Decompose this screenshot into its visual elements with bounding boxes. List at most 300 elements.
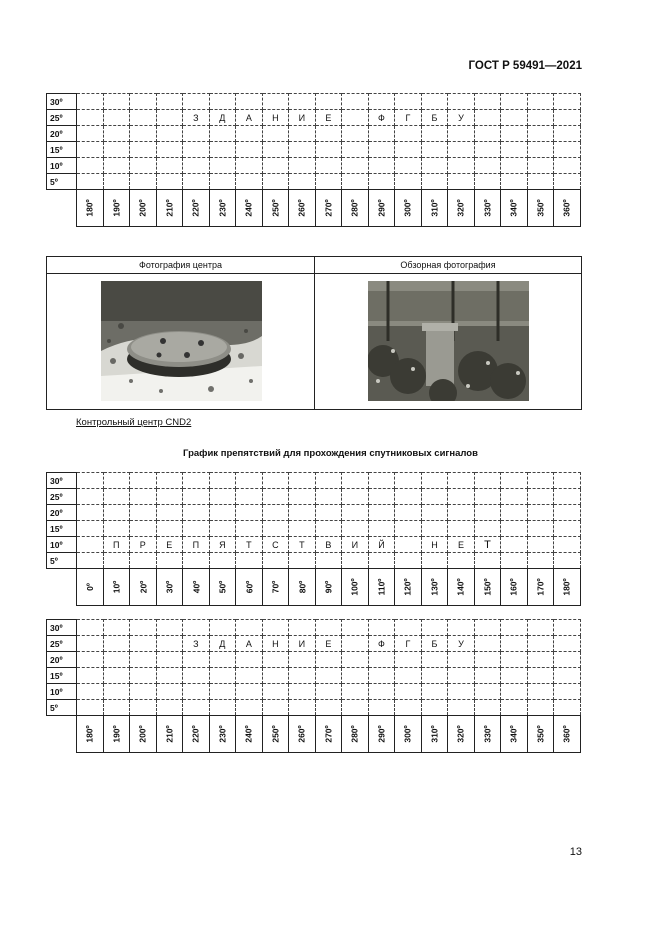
grid-cell	[156, 505, 183, 521]
azimuth-cell	[236, 190, 263, 227]
axis-corner	[47, 569, 77, 606]
grid-cell	[474, 110, 501, 126]
grid-cell	[501, 668, 528, 684]
azimuth-cell	[474, 716, 501, 753]
obstacle-letter: Т	[246, 539, 252, 550]
azimuth-cell	[209, 569, 236, 606]
grid-cell	[236, 142, 263, 158]
grid-cell	[421, 521, 448, 537]
azimuth-cell	[156, 716, 183, 753]
grid-cell	[342, 473, 369, 489]
grid-cell	[315, 521, 342, 537]
grid-cell	[342, 700, 369, 716]
azimuth-cell	[342, 569, 369, 606]
azimuth-cell	[501, 190, 528, 227]
grid-cell	[262, 94, 289, 110]
azimuth-cell	[209, 190, 236, 227]
elevation-label: 15º	[47, 142, 77, 158]
grid-cell	[156, 620, 183, 636]
obstacle-letter: Т	[299, 539, 305, 550]
grid-cell	[183, 620, 210, 636]
grid-cell	[289, 521, 316, 537]
grid-cell	[209, 553, 236, 569]
elevation-row	[47, 620, 581, 636]
grid-cell	[501, 489, 528, 505]
grid-cell	[527, 473, 554, 489]
elevation-row	[47, 505, 581, 521]
grid-cell	[368, 126, 395, 142]
grid-cell	[209, 668, 236, 684]
grid-cell	[527, 521, 554, 537]
grid-cell	[103, 489, 130, 505]
azimuth-cell	[501, 569, 528, 606]
grid-cell	[421, 684, 448, 700]
grid-cell	[262, 174, 289, 190]
grid-cell	[421, 700, 448, 716]
grid-cell	[474, 668, 501, 684]
grid-cell	[130, 473, 157, 489]
grid-cell	[368, 636, 395, 652]
azimuth-label: 350º	[535, 725, 546, 743]
grid-cell	[156, 521, 183, 537]
obstacle-letter: Д	[219, 112, 226, 123]
azimuth-label: 230º	[217, 199, 228, 217]
grid-cell	[342, 505, 369, 521]
grid-cell	[342, 94, 369, 110]
grid-cell	[474, 473, 501, 489]
elevation-row	[47, 126, 581, 142]
azimuth-label: 210º	[164, 725, 175, 743]
azimuth-label: 50º	[217, 580, 228, 594]
elevation-row	[47, 142, 581, 158]
grid-cell	[130, 684, 157, 700]
elevation-row	[47, 174, 581, 190]
grid-cell	[474, 652, 501, 668]
grid-cell	[130, 142, 157, 158]
grid-cell	[554, 700, 581, 716]
grid-cell	[395, 110, 422, 126]
grid-cell	[421, 110, 448, 126]
grid-cell	[315, 142, 342, 158]
grid-cell	[209, 652, 236, 668]
grid-cell	[183, 652, 210, 668]
grid-cell	[183, 537, 210, 553]
azimuth-cell	[421, 190, 448, 227]
grid-cell	[315, 636, 342, 652]
grid-cell	[342, 521, 369, 537]
azimuth-cell	[421, 716, 448, 753]
grid-cell	[103, 684, 130, 700]
azimuth-label: 290º	[376, 199, 387, 217]
grid-cell	[130, 537, 157, 553]
grid-cell	[554, 505, 581, 521]
grid-cell	[130, 652, 157, 668]
grid-cell	[183, 700, 210, 716]
grid-cell	[156, 684, 183, 700]
grid-cell	[421, 553, 448, 569]
grid-cell	[77, 505, 104, 521]
grid-cell	[342, 620, 369, 636]
grid-cell	[289, 110, 316, 126]
grid-cell	[77, 473, 104, 489]
grid-cell	[130, 620, 157, 636]
grid-cell	[130, 158, 157, 174]
grid-cell	[501, 505, 528, 521]
grid-cell	[527, 668, 554, 684]
grid-cell	[448, 126, 475, 142]
elevation-row	[47, 158, 581, 174]
grid-cell	[474, 489, 501, 505]
grid-cell	[448, 668, 475, 684]
azimuth-label: 20º	[137, 580, 148, 594]
obstacle-letter: Б	[431, 112, 438, 123]
grid-cell	[183, 473, 210, 489]
grid-cell	[315, 126, 342, 142]
photo-header-center: Фотография центра	[47, 257, 315, 274]
grid-cell	[289, 553, 316, 569]
grid-cell	[448, 700, 475, 716]
azimuth-cell	[289, 716, 316, 753]
grid-cell	[501, 537, 528, 553]
azimuth-label: 30º	[164, 580, 175, 594]
grid-cell	[342, 553, 369, 569]
grid-cell	[236, 636, 263, 652]
grid-cell	[130, 505, 157, 521]
grid-cell	[395, 473, 422, 489]
grid-cell	[209, 636, 236, 652]
grid-cell	[527, 505, 554, 521]
grid-cell	[236, 158, 263, 174]
azimuth-label: 250º	[270, 725, 281, 743]
obstacle-letter: П	[113, 539, 120, 550]
grid-cell	[448, 652, 475, 668]
obstacle-letter: Я	[219, 539, 226, 550]
grid-cell	[368, 505, 395, 521]
grid-cell	[527, 110, 554, 126]
azimuth-cell	[368, 190, 395, 227]
grid-cell	[448, 489, 475, 505]
azimuth-label: 280º	[349, 199, 360, 217]
azimuth-label: 180º	[84, 199, 95, 217]
grid-cell	[554, 489, 581, 505]
grid-cell	[130, 553, 157, 569]
azimuth-cell	[77, 190, 104, 227]
obstacle-letter: Р	[139, 539, 146, 550]
azimuth-label: 240º	[243, 725, 254, 743]
grid-cell	[527, 94, 554, 110]
elevation-label: 10º	[47, 684, 77, 700]
obstacle-letter: Ф	[378, 638, 385, 649]
grid-cell	[448, 142, 475, 158]
azimuth-cell	[183, 190, 210, 227]
grid-cell	[262, 636, 289, 652]
obstacle-letter: Й	[378, 539, 385, 550]
azimuth-label: 270º	[323, 725, 334, 743]
obstacle-chart-180-360	[46, 619, 581, 753]
grid-cell	[315, 553, 342, 569]
obstacle-letter: З	[193, 112, 199, 123]
grid-cell	[77, 489, 104, 505]
grid-cell	[130, 668, 157, 684]
grid-cell	[395, 505, 422, 521]
grid-cell	[448, 521, 475, 537]
grid-cell	[262, 142, 289, 158]
grid-cell	[209, 537, 236, 553]
azimuth-cell	[103, 190, 130, 227]
azimuth-cell	[448, 569, 475, 606]
grid-cell	[103, 142, 130, 158]
grid-cell	[474, 636, 501, 652]
grid-cell	[236, 668, 263, 684]
azimuth-cell	[183, 716, 210, 753]
grid-cell	[554, 636, 581, 652]
grid-cell	[289, 700, 316, 716]
grid-cell	[183, 505, 210, 521]
grid-cell	[342, 110, 369, 126]
grid-cell	[156, 652, 183, 668]
grid-cell	[183, 94, 210, 110]
grid-cell	[262, 110, 289, 126]
grid-cell	[501, 553, 528, 569]
grid-cell	[395, 620, 422, 636]
elevation-label: 30º	[47, 473, 77, 489]
elevation-label: 5º	[47, 174, 77, 190]
grid-cell	[554, 521, 581, 537]
azimuth-cell	[130, 716, 157, 753]
grid-cell	[527, 636, 554, 652]
grid-cell	[448, 620, 475, 636]
grid-cell	[421, 652, 448, 668]
grid-cell	[236, 521, 263, 537]
grid-cell	[236, 652, 263, 668]
azimuth-cell	[103, 716, 130, 753]
azimuth-axis-row	[47, 716, 581, 753]
grid-cell	[368, 174, 395, 190]
grid-cell	[474, 684, 501, 700]
grid-cell	[103, 620, 130, 636]
grid-cell	[554, 553, 581, 569]
grid-cell	[421, 473, 448, 489]
grid-cell	[236, 684, 263, 700]
grid-cell	[554, 110, 581, 126]
grid-cell	[103, 700, 130, 716]
azimuth-label: 200º	[137, 199, 148, 217]
azimuth-cell	[130, 190, 157, 227]
azimuth-cell	[527, 716, 554, 753]
grid-cell	[474, 142, 501, 158]
azimuth-cell	[236, 569, 263, 606]
grid-cell	[183, 158, 210, 174]
grid-cell	[103, 553, 130, 569]
obstacle-letter: Г	[405, 638, 411, 649]
azimuth-label: 120º	[402, 578, 413, 596]
grid-cell	[103, 652, 130, 668]
grid-cell	[209, 158, 236, 174]
azimuth-label: 340º	[509, 199, 520, 217]
axis-corner	[47, 716, 77, 753]
grid-cell	[448, 636, 475, 652]
grid-cell	[130, 700, 157, 716]
grid-cell	[262, 521, 289, 537]
azimuth-cell	[368, 716, 395, 753]
grid-cell	[368, 537, 395, 553]
grid-cell	[103, 158, 130, 174]
grid-cell	[474, 537, 501, 553]
grid-cell	[554, 620, 581, 636]
grid-cell	[209, 700, 236, 716]
grid-cell	[77, 652, 104, 668]
grid-cell	[236, 537, 263, 553]
grid-cell	[77, 553, 104, 569]
grid-cell	[474, 126, 501, 142]
grid-cell	[368, 668, 395, 684]
grid-cell	[395, 489, 422, 505]
grid-cell	[474, 174, 501, 190]
grid-cell	[368, 620, 395, 636]
obstacle-letter: Е	[457, 539, 464, 550]
elevation-label: 25º	[47, 110, 77, 126]
grid-cell	[342, 489, 369, 505]
grid-cell	[315, 110, 342, 126]
grid-cell	[156, 700, 183, 716]
elevation-row	[47, 521, 581, 537]
grid-cell	[368, 473, 395, 489]
grid-cell	[527, 537, 554, 553]
grid-cell	[315, 537, 342, 553]
grid-cell	[315, 652, 342, 668]
grid-cell	[501, 700, 528, 716]
grid-cell	[156, 110, 183, 126]
elevation-row	[47, 537, 581, 553]
grid-cell	[289, 620, 316, 636]
grid-cell	[501, 521, 528, 537]
azimuth-label: 280º	[349, 725, 360, 743]
obstacle-letter: П	[192, 539, 200, 550]
grid-cell	[289, 94, 316, 110]
grid-cell	[156, 473, 183, 489]
grid-cell	[103, 94, 130, 110]
grid-cell	[474, 158, 501, 174]
azimuth-cell	[395, 190, 422, 227]
grid-cell	[554, 668, 581, 684]
grid-cell	[262, 652, 289, 668]
elevation-label: 20º	[47, 126, 77, 142]
grid-cell	[342, 652, 369, 668]
grid-cell	[368, 684, 395, 700]
grid-cell	[262, 126, 289, 142]
grid-cell	[527, 652, 554, 668]
azimuth-axis-row	[47, 569, 581, 606]
azimuth-label: 220º	[190, 725, 201, 743]
grid-cell	[77, 537, 104, 553]
grid-cell	[156, 174, 183, 190]
azimuth-cell	[183, 569, 210, 606]
grid-cell	[448, 505, 475, 521]
grid-cell	[156, 553, 183, 569]
grid-cell	[209, 142, 236, 158]
azimuth-cell	[527, 190, 554, 227]
azimuth-label: 260º	[296, 725, 307, 743]
elevation-label: 30º	[47, 620, 77, 636]
grid-cell	[103, 110, 130, 126]
obstacle-chart-180-360-top	[46, 93, 581, 227]
grid-cell	[474, 620, 501, 636]
azimuth-label: 140º	[455, 578, 466, 596]
grid-cell	[103, 636, 130, 652]
grid-cell	[156, 126, 183, 142]
grid-cell	[236, 620, 263, 636]
grid-cell	[156, 668, 183, 684]
grid-cell	[448, 537, 475, 553]
grid-cell	[289, 174, 316, 190]
grid-cell	[554, 174, 581, 190]
azimuth-cell	[448, 716, 475, 753]
azimuth-label: 160º	[509, 578, 520, 596]
azimuth-cell	[395, 569, 422, 606]
elevation-row	[47, 489, 581, 505]
grid-cell	[183, 521, 210, 537]
grid-cell	[77, 521, 104, 537]
grid-cell	[77, 620, 104, 636]
obstacle-letter: Н	[272, 112, 279, 123]
grid-cell	[448, 684, 475, 700]
grid-cell	[262, 537, 289, 553]
obstacle-letter: А	[245, 638, 252, 649]
grid-cell	[103, 174, 130, 190]
azimuth-label: 300º	[402, 725, 413, 743]
grid-cell	[315, 620, 342, 636]
azimuth-label: 230º	[217, 725, 228, 743]
grid-cell	[342, 174, 369, 190]
grid-cell	[395, 684, 422, 700]
grid-cell	[130, 489, 157, 505]
elevation-row	[47, 636, 581, 652]
obstacle-letter: Б	[431, 638, 438, 649]
grid-cell	[236, 110, 263, 126]
grid-cell	[395, 158, 422, 174]
elevation-label: 5º	[47, 700, 77, 716]
grid-cell	[527, 700, 554, 716]
grid-cell	[421, 142, 448, 158]
grid-cell	[448, 553, 475, 569]
grid-cell	[262, 620, 289, 636]
obstacle-letter: Е	[325, 112, 332, 123]
elevation-row	[47, 652, 581, 668]
grid-cell	[501, 110, 528, 126]
grid-cell	[368, 158, 395, 174]
azimuth-cell	[448, 190, 475, 227]
obstacle-letter: Д	[219, 638, 226, 649]
grid-cell	[103, 521, 130, 537]
grid-cell	[421, 668, 448, 684]
grid-cell	[342, 636, 369, 652]
grid-cell	[130, 110, 157, 126]
azimuth-label: 190º	[111, 199, 122, 217]
grid-cell	[315, 94, 342, 110]
azimuth-label: 110º	[376, 578, 387, 596]
grid-cell	[474, 553, 501, 569]
grid-cell	[289, 126, 316, 142]
elevation-label: 15º	[47, 668, 77, 684]
elevation-row	[47, 700, 581, 716]
azimuth-cell	[368, 569, 395, 606]
grid-cell	[236, 700, 263, 716]
azimuth-label: 340º	[509, 725, 520, 743]
grid-cell	[421, 636, 448, 652]
grid-cell	[289, 537, 316, 553]
grid-cell	[315, 473, 342, 489]
grid-cell	[315, 158, 342, 174]
